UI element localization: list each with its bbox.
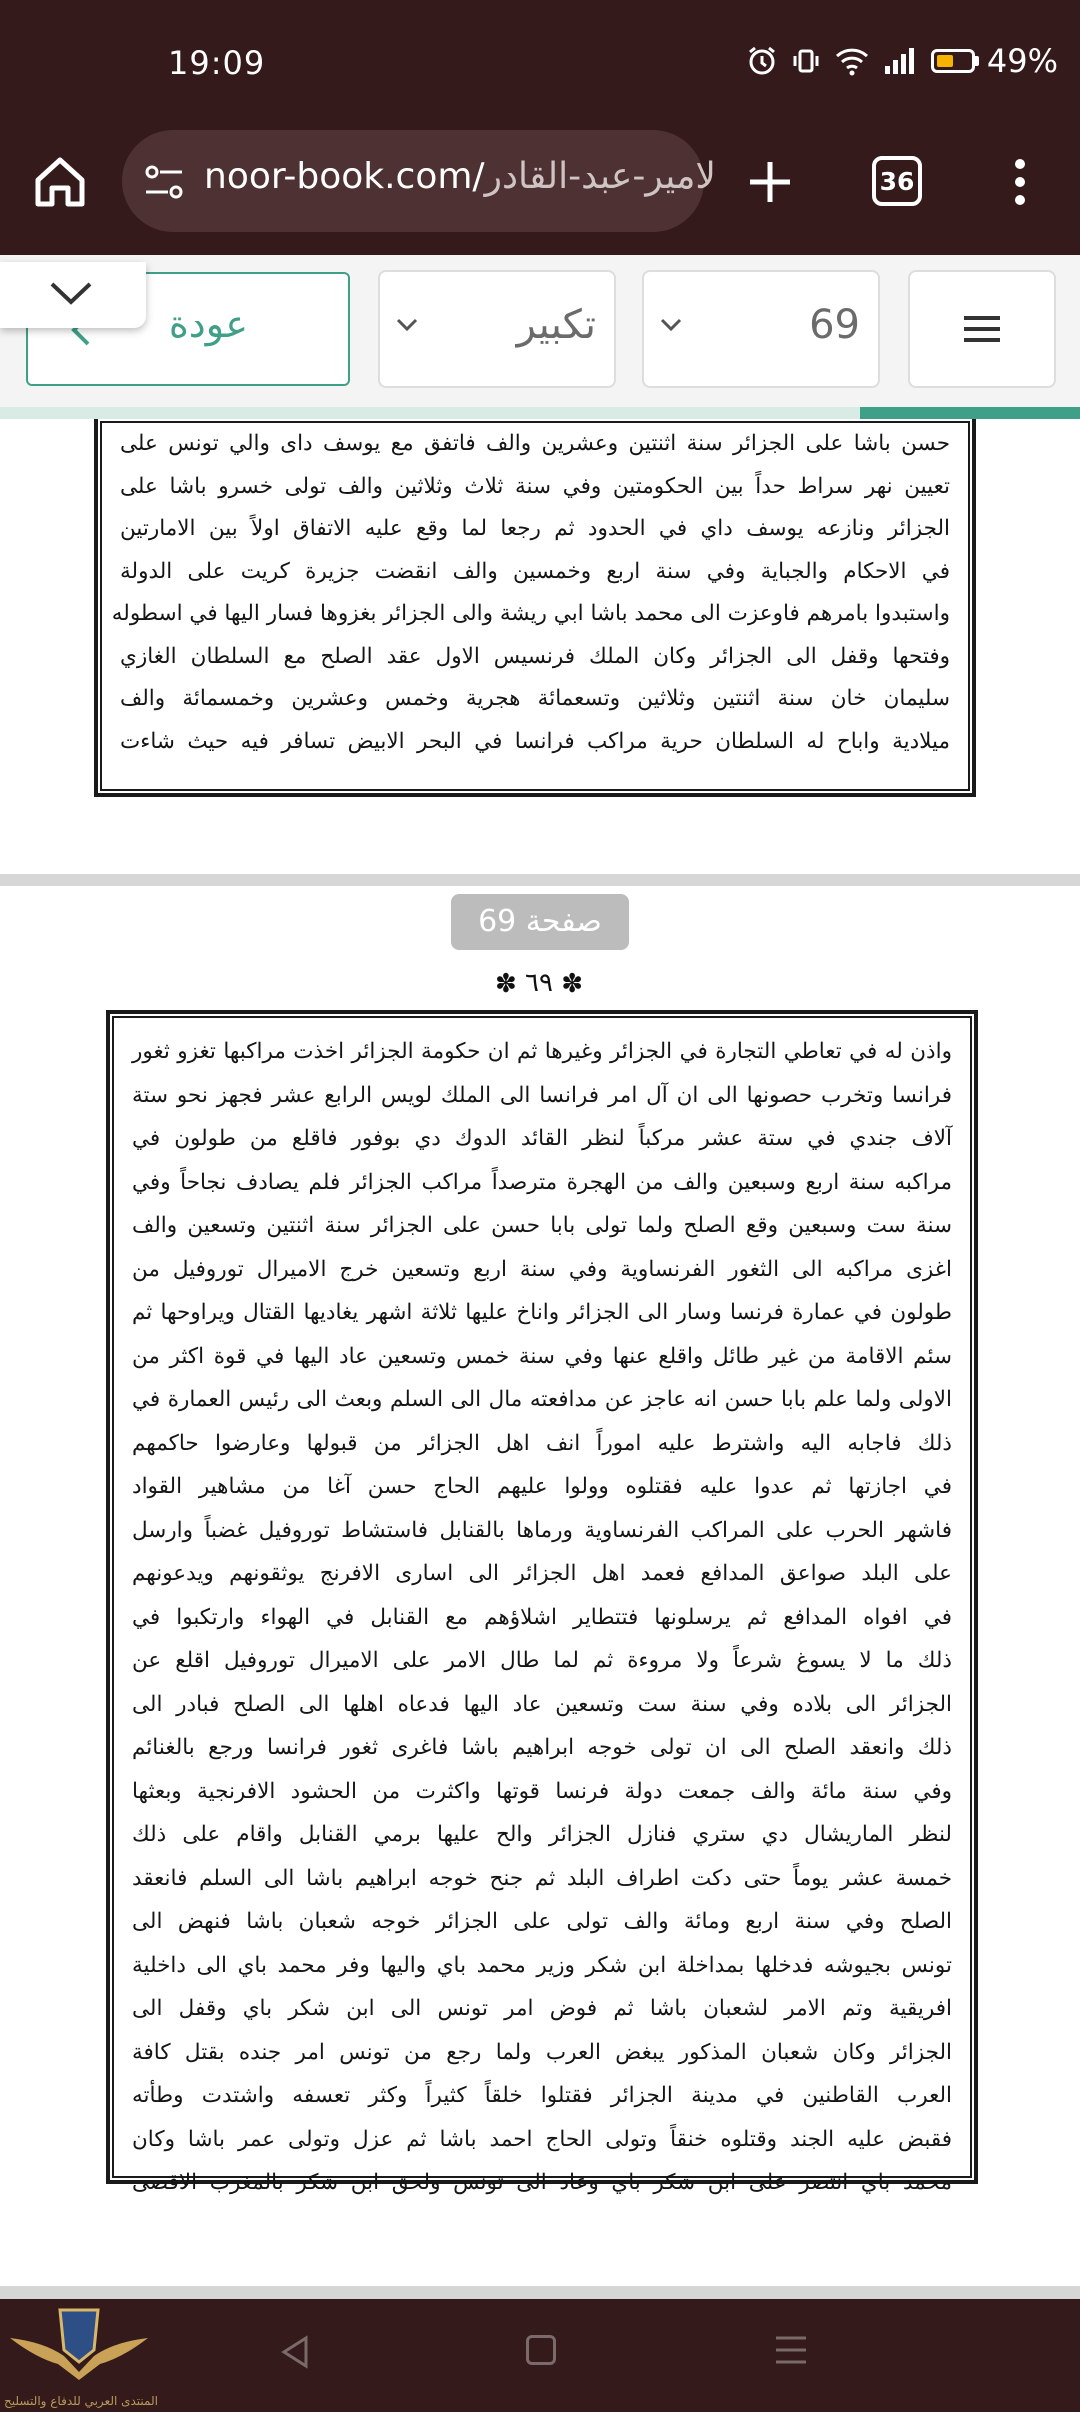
text-line: فرانسا وتخرب حصونها الى ان آل امر فرانسا الى الملك لويس الرابع عشر فجهز نحو ستة: [132, 1082, 952, 1108]
text-line: الاولى ولما علم بابا حسن انه عاجز عن مدافعته مال الى السلم وبعث الى رئيس العمارة في: [132, 1387, 952, 1412]
more-vert-icon: [1000, 152, 1040, 212]
address-bar[interactable]: [122, 130, 716, 232]
text-line: آلاف جندي في ستة عشر مركباً لنظر القائد الدوك دي بوفور فاقلع من طولون في: [132, 1126, 952, 1151]
nav-back-icon[interactable]: [280, 2335, 310, 2369]
palm-ornament-icon: ✽: [561, 969, 584, 999]
alarm-icon: [747, 46, 777, 76]
page-select[interactable]: [642, 270, 880, 388]
text-line: ميلادية واباح له السلطان حرية مراكب فرانسا في البحر الابيض تسافر فيه حيث شاءت: [120, 728, 950, 754]
zoom-select[interactable]: [378, 270, 616, 388]
back-label: عودة: [168, 302, 248, 346]
menu-button[interactable]: [908, 270, 1056, 388]
text-line: ذلك ما لا يسوغ شرعاً ولا مروءة ثم لما طال الامر على الاميرال توروفيل اقلع عن: [132, 1648, 952, 1673]
home-icon: [28, 150, 92, 214]
text-line: الجزائر الى بلاده وفي سنة ست وتسعين عاد اليها فدعاه اهلها الى الصلح فبادر الى: [132, 1691, 952, 1717]
forum-watermark: [4, 2302, 158, 2410]
wifi-icon: [835, 46, 869, 76]
chevron-down-icon: [396, 318, 418, 332]
chevron-down-icon: [660, 318, 682, 332]
text-line: الصلح وفي سنة اربع ومائة والف تولى على الجزائر خوجه شعبان باشا فنهض الى: [132, 1909, 952, 1934]
page-separator: [0, 874, 1080, 886]
text-line: فقبض عليه الجند وقتلوه خنقاً وتولى الحاج احمد باشا ثم عزل وتولى عمر باشا وكان: [132, 2126, 952, 2152]
browser-header: [0, 0, 1080, 255]
text-line: على البلد صواعق المدافع فعمد اهل الجزائر الى اسارى الافرنج يوثقونهم ويدعونهم: [132, 1561, 952, 1586]
site-settings-icon[interactable]: [142, 160, 186, 204]
url-domain: noor-book.com/: [204, 156, 485, 197]
page-69: [0, 886, 1080, 2286]
system-nav-bar: [0, 2299, 1080, 2412]
text-line: تعيين نهر سراط حداً بين الحكومتين وفي سنة ثلاث وثلاثين والف تولى خسرو باشا على: [120, 473, 950, 499]
new-tab-button[interactable]: [740, 152, 800, 212]
page-ornament: [484, 966, 594, 1000]
plus-icon: [740, 152, 800, 212]
battery-percent: 49%: [986, 42, 1058, 80]
vibrate-icon: [791, 46, 821, 76]
text-line: ذلك وانعقد الصلح الى ان تولى خوجه ابراهيم باشا فاغرى ثغور فرانسا ورجع بالغنائم: [132, 1735, 952, 1760]
page-68-text: [111, 423, 950, 763]
text-line: طولون في عمارة فرنسا وسار الى الجزائر واناخ عليها ثلاثة اشهر يغاديها القتال ويراوحها ثم: [132, 1300, 952, 1325]
page-68: [0, 419, 1080, 874]
text-line: في الاحكام والجباية وفي سنة اربع وخمسين والف انقضت جزيرة كريت على الدولة: [120, 558, 950, 584]
text-line: ذلك فاجابه اليه واشترط عليه اموراً انف اهل الجزائر من قبولها وعارضوا حاكمهم: [132, 1430, 952, 1456]
text-line: تونس بجيوشه فدخلها بمداخلة ابن شكر وزير محمد باي واليها وفر محمد باي الى داخلية: [132, 1952, 952, 1978]
signal-icon: [883, 46, 917, 76]
text-line: سئم الاقامة من غير طائل واقلع عنها وفي سنة خمس وتسعين عاد اليها في قوة اكثر من: [132, 1343, 952, 1369]
text-line: وفتحها وقفل الى الجزائر وكان الملك فرنسيس الاول عقد الصلح مع السلطان الغازي: [120, 643, 950, 669]
palm-ornament-icon: ✽: [494, 969, 517, 999]
nav-home-icon[interactable]: [526, 2335, 556, 2365]
text-line: فاشهر الحرب على المراكب الفرنساوية ورماها بالقنابل فاستشاط توروفيل غضباً وارسل: [132, 1517, 952, 1543]
watermark-text: المنتدى العربي للدفاع والتسليح: [4, 2394, 158, 2408]
text-line: اغزى مراكبه الى الثغور الفرنساوية وفي سنة اربع وتسعين خرج الاميرال توروفيل من: [132, 1256, 952, 1282]
zoom-select-value: تكبير: [516, 302, 596, 348]
text-line: لنظر الماريشال دي ستري فنازل الجزائر والح عليها برمي القنابل واقام على ذلك: [132, 1822, 952, 1847]
page-label: صفحة 69: [451, 894, 629, 950]
text-line: افريقية وتم الامر لشعبان باشا ثم فوض امر تونس الى ابن شكر باي وقفل الى: [132, 1996, 952, 2021]
page-separator: [0, 2286, 1080, 2299]
page-68-frame: [94, 419, 976, 797]
text-line: وفي سنة مائة والف جمعت دولة فرنسا قوتها واكثرت من الحشود الافرنجية وبعثها: [132, 1778, 952, 1804]
battery-level: [937, 55, 953, 67]
url-path: لامير-عبد-القادر: [484, 156, 716, 197]
text-line: سنة ست وسبعين وقع الصلح ولما تولى بابا حسن على الجزائر سنة اثنتين وتسعين والف: [132, 1213, 952, 1238]
home-button[interactable]: [28, 150, 92, 214]
document-viewer[interactable]: [0, 419, 1080, 2299]
text-line: حسن باشا على الجزائر سنة اثنتين وعشرين والف فاتفق مع يوسف داى والي تونس على: [120, 431, 950, 456]
text-line: واذن له في تعاطي التجارة في الجزائر وغيرها ثم ان حكومة الجزائر اخذت مراكبها تغزو ثغور: [132, 1039, 952, 1064]
text-line: في اجازتها ثم عدوا عليه فقتلوه وولوا عليهم الحاج حسن آغا من مشاهير القواد: [132, 1474, 952, 1499]
page-69-frame: [106, 1010, 978, 2195]
text-line: في افواه المدافع ثم يرسلونها فتتطاير اشلاؤهم مع القنابل في الهواء وارتكبوا في: [132, 1604, 952, 1630]
chevron-down-icon: [48, 280, 94, 308]
text-line: مراكبه سنة اربع وسبعين والف من الهجرة مترصداً مراكب الجزائر فلم يصادف نجاحاً وفي: [132, 1169, 952, 1195]
text-line: خمسة عشر يوماً حتى دكت اطراف البلد ثم جنح خوجه ابراهيم باشا الى السلم فانعقد: [132, 1865, 952, 1891]
text-line: سليمان خان سنة اثنتين وثلاثين وتسعمائة هجرية وخمس وعشرين وخمسمائة والف: [120, 686, 950, 711]
text-line: واستبدوا بامرهم فاوعزت الى محمد باشا ابي ريشة والى الجزائر بغزوها فسار اليها في اسطوله: [111, 601, 950, 626]
nav-recent-icon[interactable]: [774, 2333, 808, 2367]
battery-indicator: [931, 42, 1058, 80]
page-select-value: 69: [809, 302, 860, 348]
collapse-toolbar-button[interactable]: [0, 262, 146, 328]
text-line: العرب القاطنين في مدينة الجزائر فقتلوا خلقاً كثيراً وكثر تعسفه واشتدت وطأته: [132, 2083, 952, 2108]
text-line: الجزائر وكان شعبان المذكور يبغض العرب ولما رجع من تونس امر جنده بقتل كافة: [132, 2039, 952, 2065]
reading-progress: [0, 407, 1080, 419]
url-text[interactable]: [204, 156, 716, 197]
text-line: الجزائر ونازعه يوسف داي في الحدود ثم رجعا لما وقع عليه الاتفاق اولاً بين الامارتين: [120, 516, 950, 541]
page-ornament-number: ٦٩: [525, 968, 553, 998]
battery-icon: [931, 49, 975, 73]
status-time: 19:09: [168, 44, 266, 82]
eagle-logo-icon: [4, 2302, 154, 2386]
hamburger-icon: [964, 314, 1000, 344]
more-options-button[interactable]: [1000, 152, 1040, 212]
text-line: محمد باي انتصر على ابن شكر باي وعاد الى تونس ولحق ابن شكر بالمغرب الاقصى: [132, 2170, 952, 2195]
status-icons: [747, 42, 1058, 80]
page-69-text: [132, 1030, 952, 2205]
tab-switcher-button[interactable]: 36: [872, 156, 922, 206]
